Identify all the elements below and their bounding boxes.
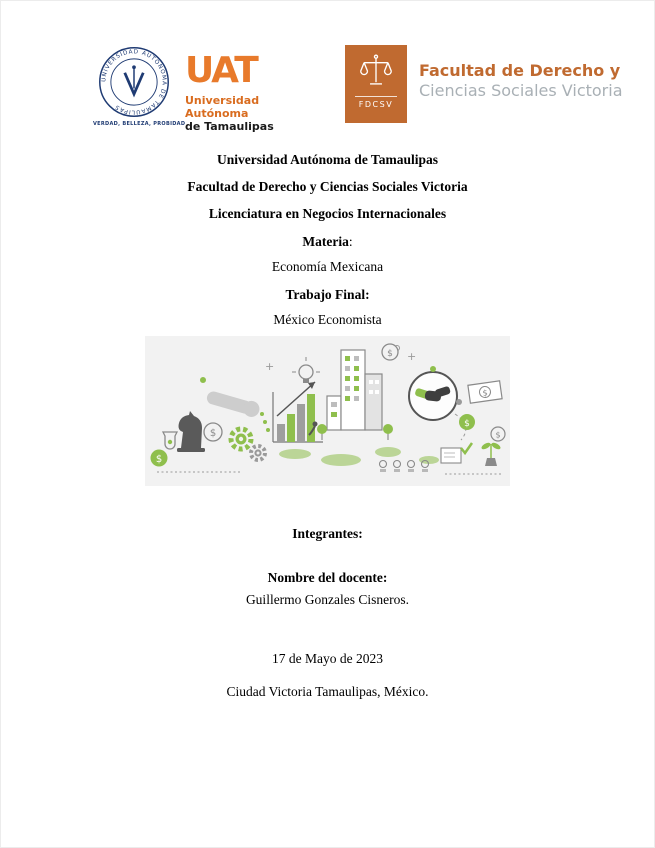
dollar-badge-icon xyxy=(151,450,168,467)
seal-motto: VERDAD, BELLEZA, PROBIDAD xyxy=(93,121,186,127)
final-work-label: Trabajo Final: xyxy=(285,287,370,302)
cover-content xyxy=(1,153,654,699)
economics-illustration-graphic xyxy=(145,336,510,486)
course-colon: : xyxy=(348,234,353,249)
coin-icon xyxy=(204,423,222,441)
faculty-title: Facultad de Derecho y Ciencias Sociales Victoria xyxy=(187,179,468,194)
svg-text:$: $ xyxy=(495,430,501,440)
seal-ring-text: UNIVERSIDAD AUTÓNOMA DE TAMAULIPAS xyxy=(101,49,167,115)
course-label-line xyxy=(1,235,654,249)
svg-text:$: $ xyxy=(464,419,470,429)
plus-mark: + xyxy=(407,350,417,363)
coin-icon xyxy=(491,427,505,441)
dollar-badge-icon xyxy=(459,414,475,430)
university-title: Universidad Autónoma de Tamaulipas xyxy=(217,152,438,167)
svg-text:$: $ xyxy=(387,349,393,359)
place-line: Ciudad Victoria Tamaulipas, México. xyxy=(226,684,429,699)
uat-name-line2: de Tamaulipas xyxy=(185,120,274,134)
uat-name-line1: Universidad Autónoma xyxy=(185,94,260,121)
scales-of-justice-icon xyxy=(359,52,393,92)
fdcsv-divider xyxy=(355,96,397,97)
faculty-wordmark xyxy=(419,45,623,101)
date-line: 17 de Mayo de 2023 xyxy=(272,651,383,666)
logo-row xyxy=(93,45,623,134)
final-work-title: México Economista xyxy=(273,312,382,327)
course-label: Materia xyxy=(302,234,349,249)
svg-text:$: $ xyxy=(481,388,489,398)
faculty-wordmark-line2: Ciencias Sociales Victoria xyxy=(419,81,623,100)
economics-illustration xyxy=(145,336,510,486)
degree-title: Licenciatura en Negocios Internacionales xyxy=(208,206,447,221)
university-seal-icon xyxy=(97,45,171,119)
fdcsv-acronym: FDCSV xyxy=(358,100,394,109)
svg-text:$: $ xyxy=(209,428,217,439)
money-bill-icon xyxy=(468,381,502,403)
dollar-sign-icon xyxy=(382,344,398,360)
members-label: Integrantes: xyxy=(292,526,363,541)
teacher-name: Guillermo Gonzales Cisneros. xyxy=(245,592,410,607)
faculty-wordmark-line1: Facultad de Derecho y xyxy=(419,61,621,80)
uat-logo xyxy=(185,45,305,134)
course-name: Economía Mexicana xyxy=(271,259,384,274)
fdcsv-logo xyxy=(345,45,407,123)
teacher-label: Nombre del docente: xyxy=(267,570,388,585)
uat-acronym: UAT xyxy=(185,50,257,91)
svg-text:$: $ xyxy=(155,454,163,465)
university-seal xyxy=(93,45,186,127)
plus-mark: + xyxy=(265,360,275,373)
